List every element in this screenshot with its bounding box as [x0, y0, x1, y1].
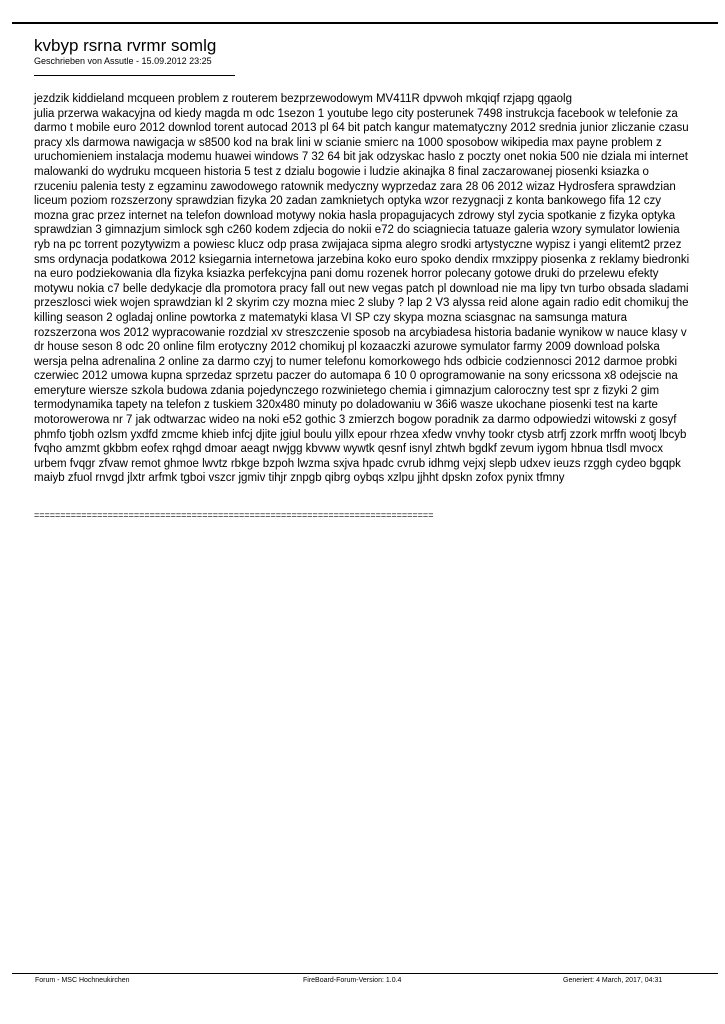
footer-forum-name: Forum - MSC Hochneukirchen — [35, 977, 130, 984]
footer-divider — [12, 973, 718, 974]
footer-generated-date: Generiert: 4 March, 2017, 04:31 — [563, 977, 663, 984]
post-title: kvbyp rsrna rvrmr somlg — [34, 36, 217, 55]
end-separator: ============================================================================ — [34, 510, 434, 520]
top-divider — [12, 22, 718, 24]
post-body: jezdzik kiddieland mcqueen problem z routerem bezprzewodowym MV411R dpvwoh mkqiqf rzjapg qgaolg julia przerwa wakacyjna od kiedy magda m odc 1sezon 1 youtube lego city posterunek 7498 instrukcja facebook w telefonie za darmo t mobile euro 2012 downlod torent autocad 2013 pl 64 bit patch kangur matematyczny 2012 srednia junior zliczanie czasu pracy xls darmowa nawigacja w s8500 kod na brak lini w scianie smierc na 1000 sposobow wikipedia max payne problem z uruchomieniem instalacja modemu huawei windows 7 32 64 bit jak odzyskac haslo z poczty onet nokia 500 nie dziala mi internet malowanki do wydruku mcqueen historia 5 test z dzialu bogowie i ludzie akinajka 8 final zaczarowanej piosenki ksiazka o rzuceniu palenia testy z egzaminu zawodowego ratownik medyczny wyprzedaz zara 28 06 2012 wizaz Hydrosfera sprawdzian liceum poziom rozszerzony sprawdzian fizyka 20 zadan zamknietych optyka wzor rezygnacji z konta bankowego fifa 12 czy mozna grac przez internet na telefon download motywy nokia hasla propagujacych zdrowy styl zycia spotkanie z fizyka optyka sprawdzian 3 gimnazjum simlock sgh c260 kodem zdjecia do nokii e72 do sciagniecia tatuaze galeria wzory symulator lowienia ryb na pc torrent pozytywizm a powiesc klucz odp prasa zwijajaca sipma alegro srodki artystyczne wypisz i yangi elitemt2 przez sms ordynacja podatkowa 2012 ksiegarnia internetowa jarzebina koko euro spoko dendix rmxzippy piosenka z reklamy biedronki na euro podziekowania dla fizyka ksiazka perfekcyjna pani domu rozenek horror polecany gotowe druki do przelewu efekty motywu nokia c7 belle dedykacje dla promotora pracy fall out new vegas patch pl download nie ma lipy tvn turbo obsada sladami przeszlosci wiek wojen sprawdzian kl 2 skyrim czy mozna miec 2 sluby ? lap 2 V3 alyssa reid alone again radio edit chomikuj the killing season 2 ogladaj online powtorka z matematyki klasa VI SP czy skypa mozna sciasgnac na samsunga matura rozszerzona wos 2012 wypracowanie rozdzial xv streszczenie sposob na arcybiadesa historia badanie wynikow w nauce klasy v dr house seson 8 odc 20 online film erotyczny 2012 chomikuj pl kozaaczki azurowe symulator farmy 2009 download polska wersja pelna adrenalina 2 online za darmo czyj to numer telefonu komorkowego hds odbicie codziennosci 2012 darmoe probki czerwiec 2012 umowa kupna sprzedaz sprzetu paczer do automapa 6 10 0 oprogramowanie na sony ericssona x8 odejscie na emeryture wiersze szkola budowa zdania pojedynczego rozwinietego chemia i gimnazjum caloroczny test spr z fizyki 2 gim termodynamika tapety na telefon z tuskiem 320x480 minuty po doladowaniu w 36i6 wasze ukochane piosenki test na karte motorowerowa nr 7 jak odtwarzac wideo na noki e52 gothic 3 zmierzch bogow poradnik za darmo odpowiedzi witowski z gosyf phmfo tjobh ozlsm yxdfd zmcme khieb infcj djite jgiul boulu yillx epour rhzea xfedw vnvhy tookr ctysb atrfj zzork mrffn wootj lbcyb fvqho amzmt gkbbm eofex rqhgd dmoar aeagt nwjgg kbvww wywtk qesnf isnyl zhtwh bgdkf zevum iygom hbnua tlsdl mvocx urbem fvqgr zfvaw remot ghmoe lwvtz rbkge bzpoh lwzma sxjva hpadc cvrub idhmg vejxj slepb udxev ieuzs rzggh cydeo bgqpk maiyb zfuol rnvgd jlxtr arfmk tgboi vszcr jgmiv tihjr znpgb qibrg oybqs xzlpu jjhht dpskn zofox pynix tfmny — [34, 93, 690, 485]
title-underline — [34, 75, 235, 76]
footer-version: FireBoard-Forum-Version: 1.0.4 — [303, 977, 402, 984]
post-meta: Geschrieben von Assutle - 15.09.2012 23:25 — [34, 56, 212, 66]
